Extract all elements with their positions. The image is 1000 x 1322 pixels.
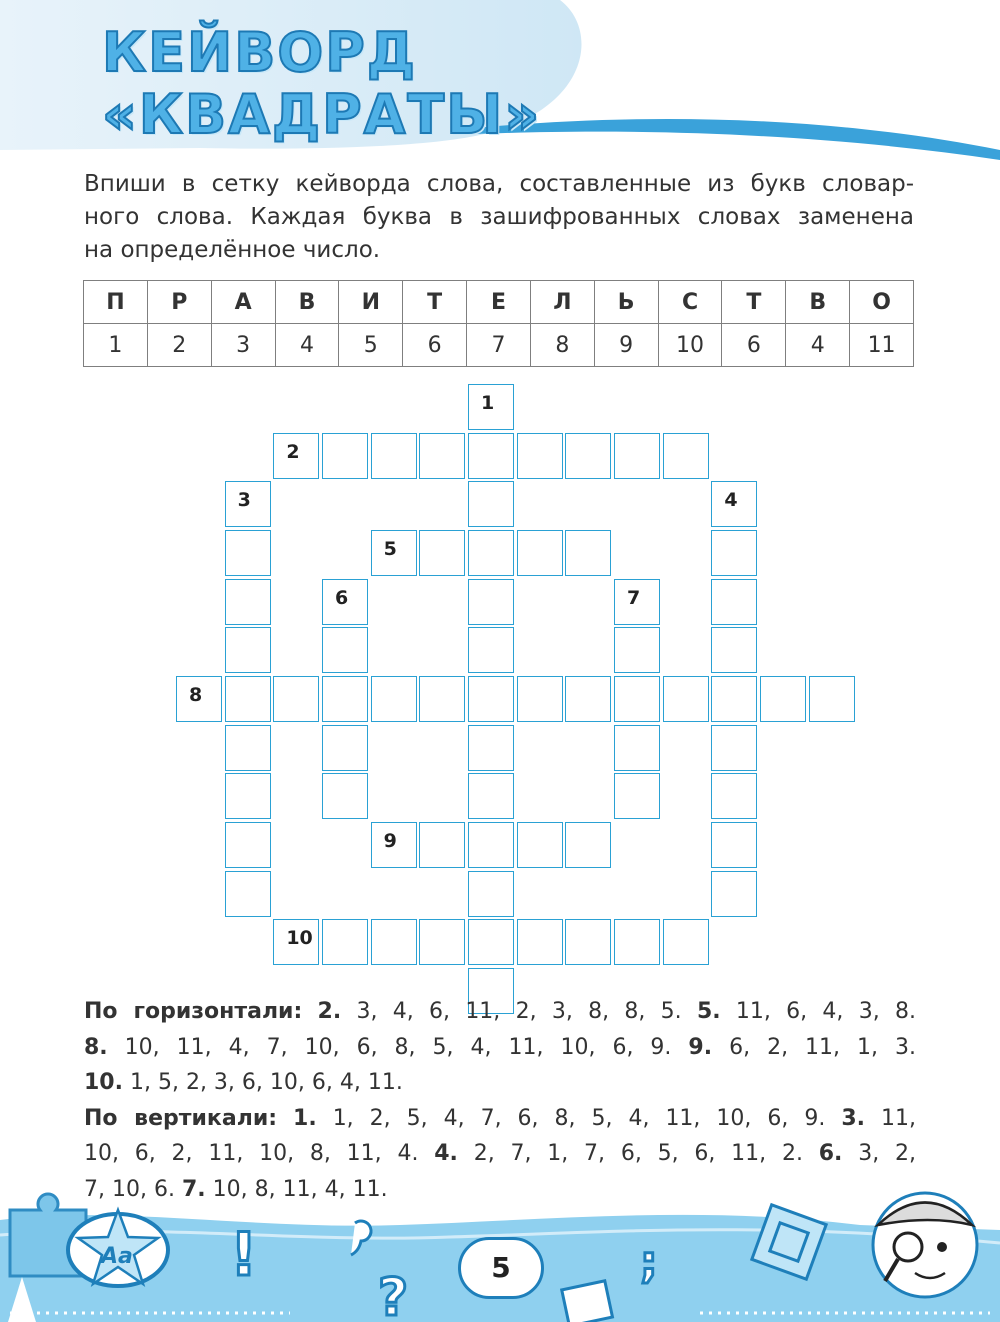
across-label: По горизонтали: bbox=[84, 999, 303, 1024]
grid-cell[interactable] bbox=[468, 579, 514, 625]
grid-cell-number: 8 bbox=[189, 684, 203, 707]
clue-number: 8. bbox=[84, 1034, 108, 1060]
grid-cell[interactable] bbox=[225, 676, 271, 722]
grid-cell-number: 2 bbox=[286, 440, 300, 463]
instructions bbox=[84, 168, 914, 267]
grid-cell[interactable] bbox=[809, 676, 855, 722]
grid-cell[interactable] bbox=[419, 433, 465, 479]
grid-cell-number: 6 bbox=[335, 586, 349, 609]
grid-cell[interactable] bbox=[273, 919, 319, 965]
cipher-number: 4 bbox=[786, 324, 850, 367]
clue-number: 2. bbox=[317, 999, 342, 1024]
grid-cell[interactable] bbox=[468, 676, 514, 722]
cipher-letter: Ь bbox=[594, 281, 658, 324]
cipher-number: 5 bbox=[339, 324, 403, 367]
grid-cell[interactable] bbox=[225, 627, 271, 673]
semicolon-symbol: ; bbox=[640, 1237, 658, 1288]
cipher-number: 3 bbox=[211, 324, 275, 367]
grid-cell[interactable] bbox=[565, 530, 611, 576]
cipher-letters-row bbox=[84, 281, 914, 324]
cipher-letter: П bbox=[84, 281, 148, 324]
grid-cell[interactable] bbox=[225, 579, 271, 625]
grid-cell[interactable] bbox=[225, 822, 271, 868]
grid-cell[interactable] bbox=[565, 822, 611, 868]
page-number: 5 bbox=[458, 1237, 544, 1299]
grid-cell[interactable] bbox=[322, 725, 368, 771]
clues bbox=[84, 994, 916, 1207]
grid-cell[interactable] bbox=[371, 433, 417, 479]
cipher-letter: Т bbox=[722, 281, 786, 324]
grid-cell[interactable] bbox=[711, 481, 757, 527]
grid-cell[interactable] bbox=[468, 871, 514, 917]
cipher-letter: А bbox=[211, 281, 275, 324]
cipher-table bbox=[83, 280, 914, 367]
clue-line bbox=[84, 1136, 916, 1172]
clue-code-part: 10, 6, 2, 11, 10, 8, 11, 4. bbox=[84, 1141, 419, 1166]
instructions-line-1: Впиши в сетку кейворда слова, составленные из букв словар- bbox=[84, 171, 914, 197]
cipher-number: 7 bbox=[467, 324, 531, 367]
grid-cell[interactable] bbox=[322, 579, 368, 625]
clue-number: 4. bbox=[434, 1141, 458, 1166]
grid-cell-number: 3 bbox=[237, 489, 251, 512]
clue-number: 6. bbox=[818, 1141, 843, 1166]
grid-cell[interactable] bbox=[711, 871, 757, 917]
grid-cell[interactable] bbox=[614, 919, 660, 965]
grid-cell[interactable] bbox=[371, 530, 417, 576]
title-line-2: «КВАДРАТЫ» bbox=[102, 83, 542, 146]
grid-cell[interactable] bbox=[419, 822, 465, 868]
cipher-number: 1 bbox=[84, 324, 148, 367]
cipher-number: 9 bbox=[594, 324, 658, 367]
cipher-number: 8 bbox=[530, 324, 594, 367]
clue-code-part: 3, 2, bbox=[858, 1141, 916, 1166]
grid-cell[interactable] bbox=[468, 773, 514, 819]
instructions-line-3: на определённое число. bbox=[84, 237, 381, 263]
clue-code: 2, 7, 1, 7, 6, 5, 6, 11, 2. bbox=[473, 1141, 803, 1166]
cipher-number: 6 bbox=[722, 324, 786, 367]
grid-cell[interactable] bbox=[225, 530, 271, 576]
cipher-number: 2 bbox=[147, 324, 211, 367]
grid-cell[interactable] bbox=[322, 627, 368, 673]
grid-cell[interactable] bbox=[371, 919, 417, 965]
clue-code-part: 11, bbox=[880, 1105, 916, 1131]
grid-cell[interactable] bbox=[371, 822, 417, 868]
grid-cell[interactable] bbox=[614, 773, 660, 819]
clue-code-part: 7, 10, 6. bbox=[84, 1176, 175, 1202]
grid-cell[interactable] bbox=[517, 433, 563, 479]
grid-cell[interactable] bbox=[419, 919, 465, 965]
grid-cell[interactable] bbox=[419, 676, 465, 722]
grid-cell[interactable] bbox=[468, 919, 514, 965]
grid-cell[interactable] bbox=[663, 919, 709, 965]
grid-cell[interactable] bbox=[225, 725, 271, 771]
grid-cell[interactable] bbox=[614, 579, 660, 625]
grid-cell[interactable] bbox=[565, 676, 611, 722]
grid-cell[interactable] bbox=[711, 579, 757, 625]
clue-line bbox=[84, 1065, 916, 1101]
grid-cell[interactable] bbox=[517, 919, 563, 965]
clue-code: 11, 6, 4, 3, 8. bbox=[735, 999, 916, 1024]
grid-cell[interactable] bbox=[565, 433, 611, 479]
grid-cell[interactable] bbox=[565, 919, 611, 965]
grid-cell[interactable] bbox=[225, 481, 271, 527]
cipher-letter: Т bbox=[403, 281, 467, 324]
grid-cell[interactable] bbox=[663, 676, 709, 722]
grid-cell[interactable] bbox=[517, 530, 563, 576]
cipher-number: 6 bbox=[403, 324, 467, 367]
question-symbol: ? bbox=[378, 1268, 409, 1322]
cipher-number: 4 bbox=[275, 324, 339, 367]
grid-cell[interactable] bbox=[614, 676, 660, 722]
grid-cell[interactable] bbox=[614, 627, 660, 673]
grid-cell[interactable] bbox=[517, 676, 563, 722]
clue-number: 9. bbox=[688, 1034, 713, 1060]
clue-number: 1. bbox=[293, 1105, 317, 1131]
instructions-line-2: ного слова. Каждая буква в зашифрованных словах заменена bbox=[84, 204, 914, 230]
grid-cell-number: 5 bbox=[383, 538, 397, 560]
grid-cell[interactable] bbox=[517, 822, 563, 868]
grid-cell[interactable] bbox=[468, 384, 514, 430]
grid-cell[interactable] bbox=[760, 676, 806, 722]
grid-cell[interactable] bbox=[711, 822, 757, 868]
cipher-letter: Е bbox=[467, 281, 531, 324]
clue-number: 3. bbox=[841, 1105, 865, 1131]
exclamation-symbol: ! bbox=[230, 1220, 258, 1290]
grid-cell[interactable] bbox=[468, 822, 514, 868]
grid-cell[interactable] bbox=[663, 433, 709, 479]
grid-cell[interactable] bbox=[225, 871, 271, 917]
cipher-letter: В bbox=[275, 281, 339, 324]
clue-code: 1, 2, 5, 4, 7, 6, 8, 5, 4, 11, 10, 6, 9. bbox=[332, 1105, 826, 1131]
clue-code: 1, 5, 2, 3, 6, 10, 6, 4, 11. bbox=[129, 1070, 403, 1095]
grid-cell-number: 7 bbox=[627, 586, 641, 609]
clue-number: 5. bbox=[696, 999, 721, 1024]
clue-code: 6, 2, 11, 1, 3. bbox=[729, 1034, 917, 1060]
clue-code: 10, 11, 4, 7, 10, 6, 8, 5, 4, 11, 10, 6, 9. bbox=[124, 1034, 672, 1060]
cipher-letter: О bbox=[850, 281, 914, 324]
grid-cell[interactable] bbox=[711, 676, 757, 722]
grid-cell[interactable] bbox=[225, 773, 271, 819]
grid-cell[interactable] bbox=[371, 676, 417, 722]
cipher-letter: В bbox=[786, 281, 850, 324]
clue-line bbox=[84, 994, 916, 1030]
grid-cell[interactable] bbox=[614, 725, 660, 771]
grid-cell-number: 10 bbox=[286, 927, 313, 950]
grid-cell[interactable] bbox=[711, 627, 757, 673]
cipher-letter: И bbox=[339, 281, 403, 324]
grid-cell[interactable] bbox=[468, 530, 514, 576]
clue-number: 7. bbox=[181, 1176, 206, 1202]
clue-code: 10, 8, 11, 4, 11. bbox=[212, 1176, 388, 1202]
cipher-letter: Л bbox=[530, 281, 594, 324]
title-line-1: КЕЙВОРД bbox=[102, 21, 417, 84]
grid-cell-number: 4 bbox=[724, 489, 738, 512]
grid-cell[interactable] bbox=[273, 676, 319, 722]
grid-cell[interactable] bbox=[468, 627, 514, 673]
down-label: По вертикали: bbox=[84, 1105, 278, 1131]
grid-cell[interactable] bbox=[468, 433, 514, 479]
grid-cell[interactable] bbox=[176, 676, 222, 722]
clue-code: 3, 4, 6, 11, 2, 3, 8, 8, 5. bbox=[356, 999, 682, 1024]
grid-cell[interactable] bbox=[322, 773, 368, 819]
cipher-numbers-row bbox=[84, 324, 914, 367]
grid-cell[interactable] bbox=[273, 433, 319, 479]
grid-cell[interactable] bbox=[468, 481, 514, 527]
cipher-number: 10 bbox=[658, 324, 722, 367]
grid-cell[interactable] bbox=[614, 433, 660, 479]
cipher-letter: Р bbox=[147, 281, 211, 324]
clue-line bbox=[84, 1030, 916, 1066]
cipher-letter: С bbox=[658, 281, 722, 324]
grid-cell[interactable] bbox=[711, 530, 757, 576]
grid-cell[interactable] bbox=[711, 725, 757, 771]
grid-cell[interactable] bbox=[322, 433, 368, 479]
grid-cell-number: 9 bbox=[383, 830, 397, 853]
grid-cell[interactable] bbox=[322, 676, 368, 722]
book-icon bbox=[562, 1281, 613, 1322]
grid-cell[interactable] bbox=[419, 530, 465, 576]
grid-cell[interactable] bbox=[711, 773, 757, 819]
grid-cell[interactable] bbox=[468, 725, 514, 771]
cipher-number: 11 bbox=[850, 324, 914, 367]
grid-cell-number: 1 bbox=[481, 392, 495, 414]
page-title bbox=[102, 22, 541, 146]
grid-cell[interactable] bbox=[322, 919, 368, 965]
clue-number: 10. bbox=[84, 1070, 123, 1095]
clue-line bbox=[84, 1101, 916, 1137]
boy-detective-icon bbox=[873, 1193, 977, 1297]
badge-text: Aa bbox=[101, 1244, 133, 1269]
